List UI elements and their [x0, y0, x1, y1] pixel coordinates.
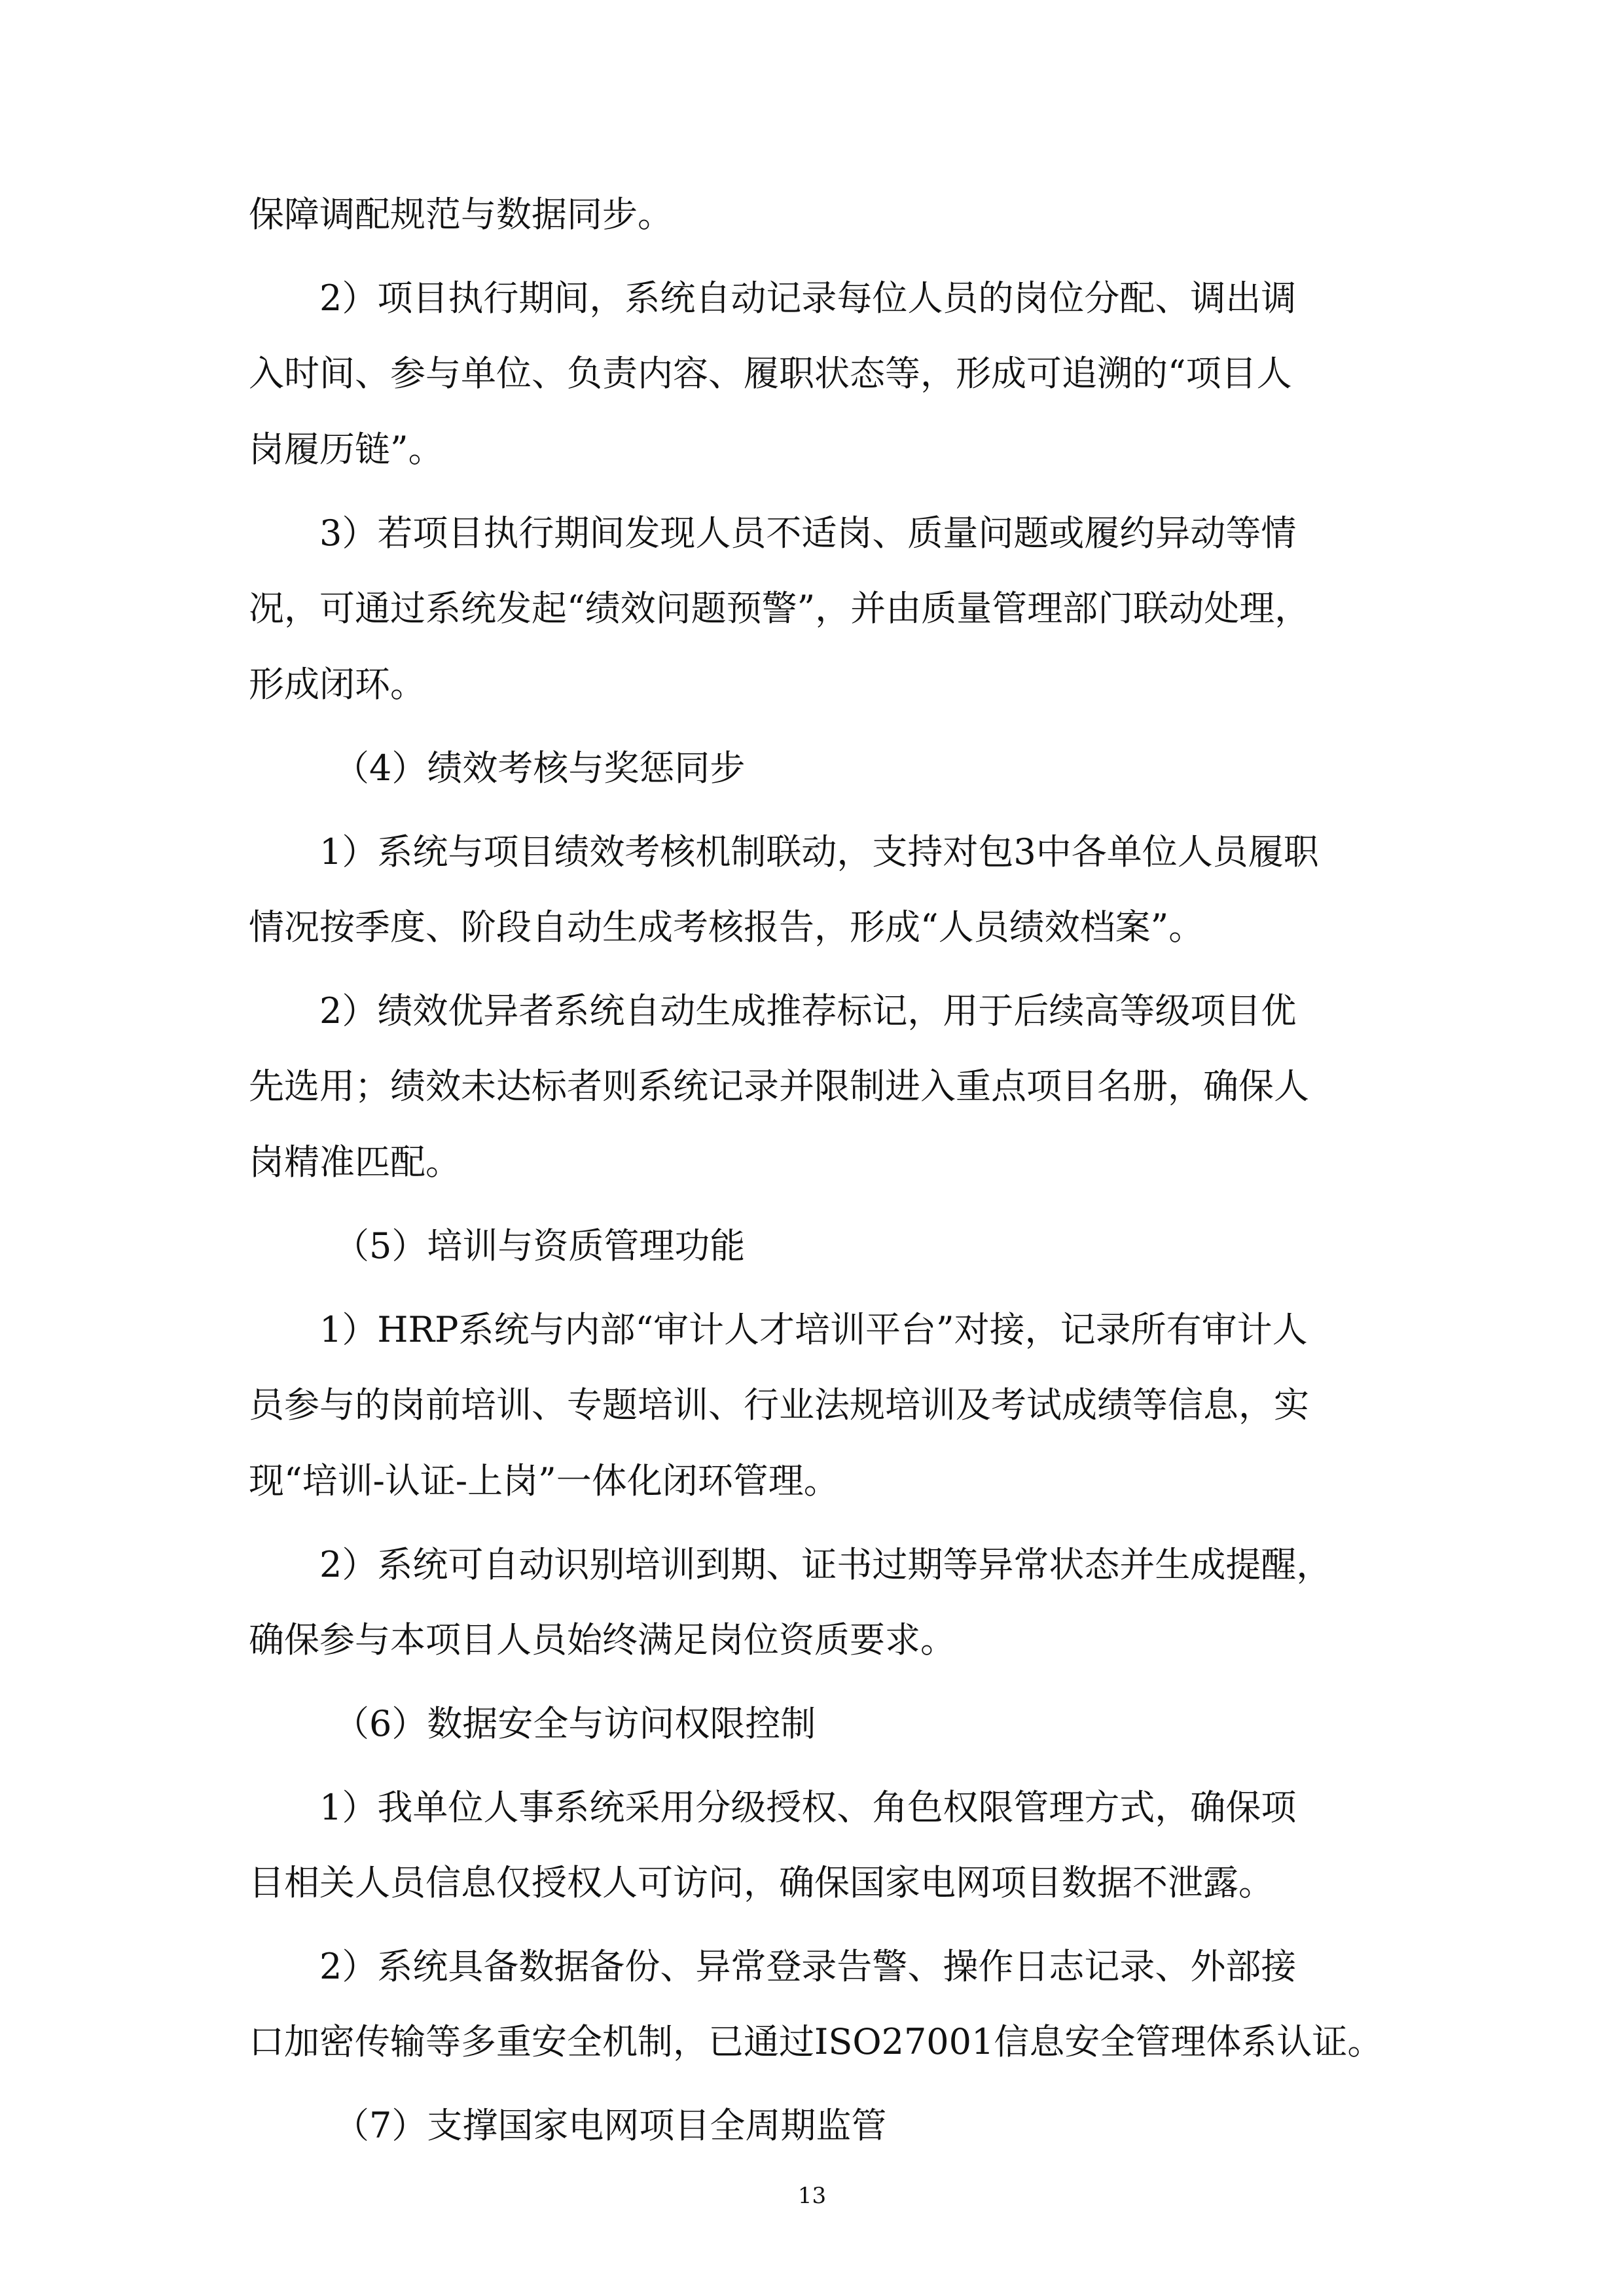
text-line: 形成闭环。 — [249, 664, 425, 705]
section-heading: （7）支撑国家电网项目全周期监管 — [334, 2105, 887, 2146]
text-line: 2）系统具备数据备份、异常登录告警、操作日志记录、外部接 — [319, 1946, 1297, 1987]
text-line: 岗履历链”。 — [249, 429, 444, 470]
page-number: 13 — [797, 2183, 827, 2209]
text-line: 入时间、参与单位、负责内容、履职状态等，形成可追溯的“项目人 — [249, 353, 1292, 394]
text-line: 确保参与本项目人员始终满足岗位资质要求。 — [249, 1619, 956, 1660]
text-line: 岗精准匹配。 — [249, 1141, 461, 1183]
text-line: 口加密传输等多重安全机制，已通过ISO27001信息安全管理体系认证。 — [249, 2021, 1383, 2062]
text-line: 现“培训-认证-上岗”一体化闭环管理。 — [249, 1460, 839, 1501]
section-heading: （5）培训与资质管理功能 — [334, 1225, 746, 1266]
text-line: 情况按季度、阶段自动生成考核报告，形成“人员绩效档案”。 — [249, 906, 1204, 948]
text-line: 1）我单位人事系统采用分级授权、角色权限管理方式，确保项 — [319, 1787, 1297, 1828]
text-line: 3）若项目执行期间发现人员不适岗、质量问题或履约异动等情 — [319, 512, 1297, 554]
text-line: 况，可通过系统发起“绩效问题预警”，并由质量管理部门联动处理， — [249, 588, 1310, 629]
text-line: 1）系统与项目绩效考核机制联动，支持对包3中各单位人员履职 — [319, 831, 1319, 872]
text-line: 目相关人员信息仅授权人可访问，确保国家电网项目数据不泄露。 — [249, 1862, 1274, 1903]
text-line: 2）系统可自动识别培训到期、证书过期等异常状态并生成提醒， — [319, 1544, 1332, 1585]
section-heading: （6）数据安全与访问权限控制 — [334, 1703, 816, 1744]
text-line: 1）HRP系统与内部“审计人才培训平台”对接，记录所有审计人 — [319, 1309, 1308, 1350]
text-line: 先选用；绩效未达标者则系统记录并限制进入重点项目名册，确保人 — [249, 1066, 1309, 1107]
text-line: 员参与的岗前培训、专题培训、行业法规培训及考试成绩等信息，实 — [249, 1384, 1309, 1426]
text-line: 保障调配规范与数据同步。 — [249, 194, 673, 235]
section-heading: （4）绩效考核与奖惩同步 — [334, 747, 746, 789]
text-line: 2）绩效优异者系统自动生成推荐标记，用于后续高等级项目优 — [319, 990, 1297, 1031]
text-line: 2）项目执行期间，系统自动记录每位人员的岗位分配、调出调 — [319, 278, 1297, 319]
